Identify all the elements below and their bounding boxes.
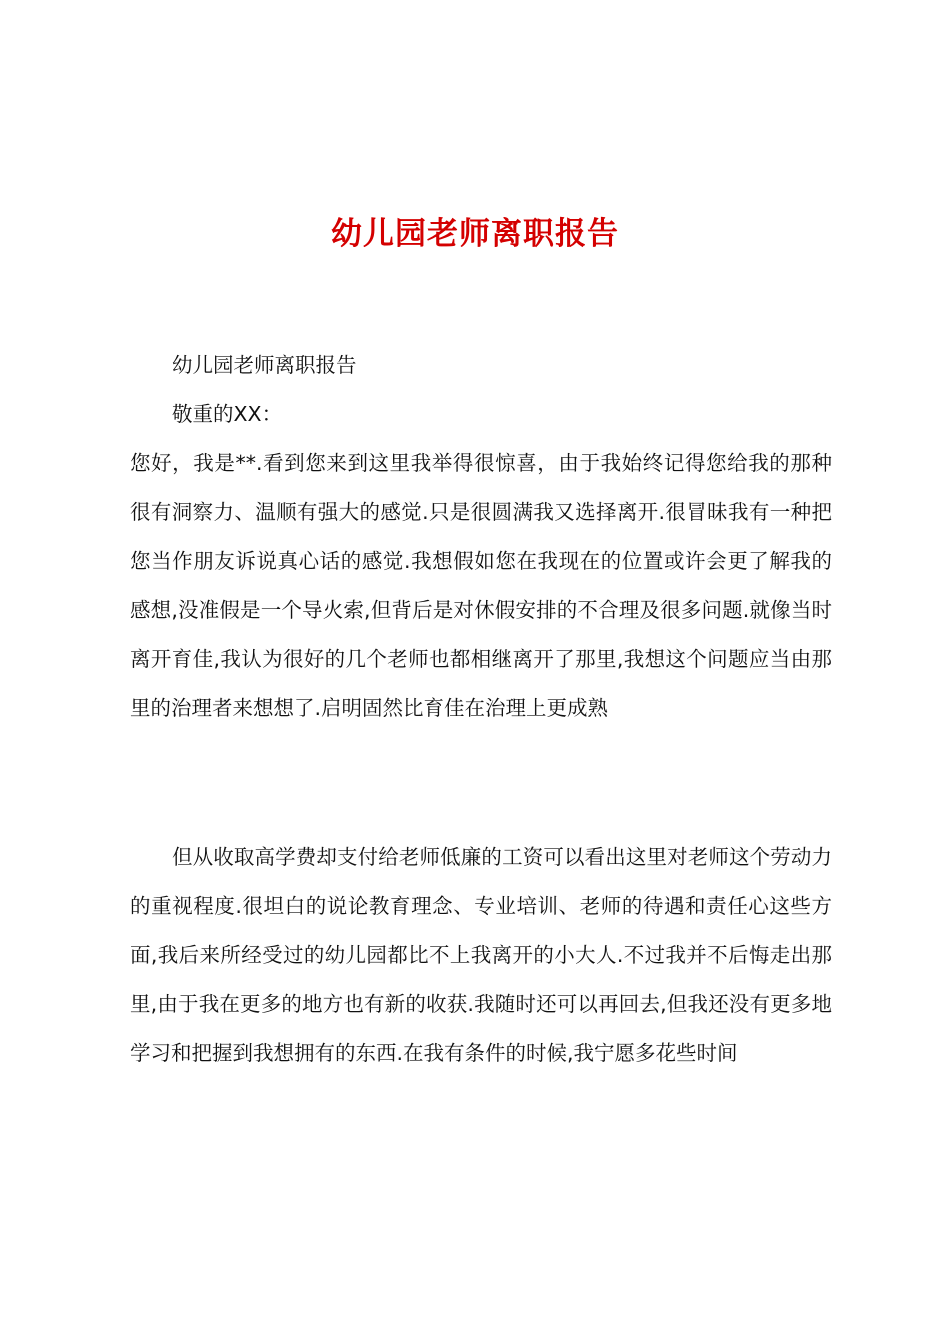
document-subtitle: 幼儿园老师离职报告 (172, 353, 357, 377)
greeting-line: 敬重的XX： (172, 402, 283, 426)
body-paragraph-2: 但从收取高学费却支付给老师低廉的工资可以看出这里对老师这个劳动力的重视程度.很坦白的说论教育理念、专业培训、老师的待遇和责任心这些方面,我后来所经受过的幼儿园都比不上我离开的小大人.不过我并不后悔走出那里,由于我在更多的地方也有新的收获.我随时还可以再回去,但我还没有更多地学习和把握到我想拥有的东西.在我有条件的时候,我宁愿多花些时间 (130, 845, 832, 1065)
body-paragraph-1: 您好，我是**.看到您来到这里我举得很惊喜，由于我始终记得您给我的那种很有洞察力、温顺有强大的感觉.只是很圆满我又选择离开.很冒昧我有一种把您当作朋友诉说真心话的感觉.我想假如您在我现在的位置或许会更了解我的感想,没准假是一个导火索,但背后是对休假安排的不合理及很多问题.就像当时离开育佳,我认为很好的几个老师也都相继离开了那里,我想这个问题应当由那里的治理者来想想了.启明固然比育佳在治理上更成熟 (130, 451, 832, 720)
document-title: 幼儿园老师离职报告 (331, 216, 619, 252)
